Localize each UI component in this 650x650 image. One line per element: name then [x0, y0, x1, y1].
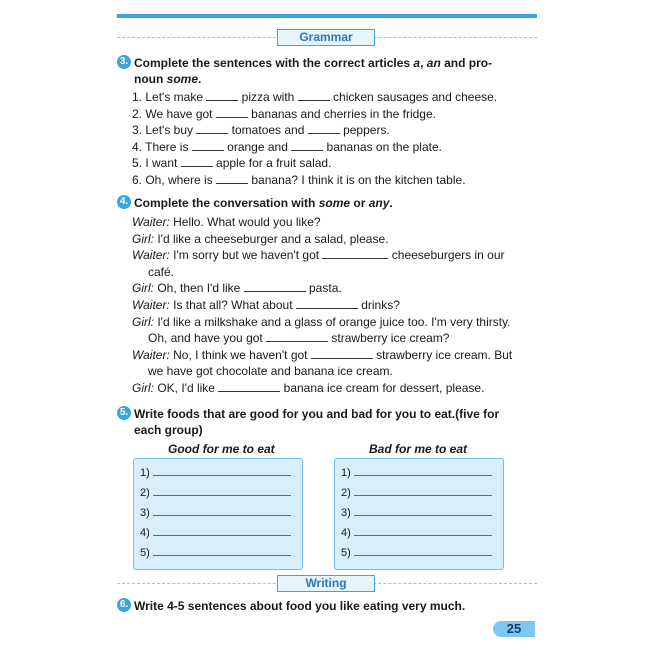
answer-blank[interactable] [216, 106, 248, 118]
exercise-6-number: 6. [117, 598, 131, 612]
answer-blank[interactable] [206, 89, 238, 101]
answer-blank[interactable] [311, 347, 373, 359]
exercise-3-number: 3. [117, 55, 131, 69]
conversation-line: Waiter: I'm sorry but we haven't got cheeseburgers in our [132, 248, 505, 263]
exercise-3-instruction: 3. Complete the sentences with the correct articles a, an and pro- noun some. [117, 55, 537, 87]
conversation-line: Girl: OK, I'd like banana ice cream for dessert, please. [132, 380, 485, 395]
answer-blank[interactable] [296, 297, 358, 309]
good-foods-box [133, 458, 303, 570]
answer-blank[interactable] [218, 380, 280, 392]
conversation-line: we have got chocolate and banana ice cream. [148, 364, 393, 379]
bad-food-entry-5[interactable]: 5) [341, 545, 492, 559]
exercise-3-sentences [132, 89, 532, 189]
page-number: 25 [493, 621, 535, 637]
exercise-4-number: 4. [117, 195, 131, 209]
answer-blank[interactable] [266, 330, 328, 342]
answer-blank[interactable] [216, 172, 248, 184]
exercise-4-instruction: 4. Complete the conversation with some or any. [117, 195, 537, 211]
bad-food-entry-4[interactable]: 4) [341, 525, 492, 539]
conversation-line: Waiter: Is that all? What about drinks? [132, 297, 400, 312]
exercise-3-sentence-1: 1. Let's make pizza with chicken sausages and cheese. [132, 90, 498, 104]
good-food-entry-5[interactable]: 5) [140, 545, 291, 559]
top-accent-bar [117, 14, 537, 18]
exercise-3-sentence-4: 4. There is orange and bananas on the plate. [132, 139, 442, 154]
bad-foods-box [334, 458, 504, 570]
answer-blank[interactable] [291, 139, 323, 151]
answer-blank[interactable] [196, 122, 228, 134]
conversation-line: Waiter: No, I think we haven't got strawberry ice cream. But [132, 347, 513, 362]
exercise-4-conversation [132, 214, 532, 397]
good-food-entry-3[interactable]: 3) [140, 505, 291, 519]
exercise-5-number: 5. [117, 406, 131, 420]
grammar-section-label: Grammar [277, 29, 375, 46]
exercise-3-sentence-2: 2. We have got bananas and cherries in the fridge. [132, 106, 436, 121]
answer-blank[interactable] [192, 139, 224, 151]
answer-blank[interactable] [298, 89, 330, 101]
bad-food-entry-1[interactable]: 1) [341, 465, 492, 479]
writing-section-label: Writing [277, 575, 375, 592]
conversation-line: Girl: Oh, then I'd like pasta. [132, 281, 342, 296]
answer-blank[interactable] [181, 155, 213, 167]
exercise-3-sentence-3: 3. Let's buy tomatoes and peppers. [132, 123, 390, 138]
conversation-line: Oh, and have you got strawberry ice cream? [148, 331, 450, 346]
conversation-line: café. [148, 264, 175, 279]
answer-blank[interactable] [322, 247, 388, 259]
bad-foods-heading: Bad for me to eat [369, 442, 468, 456]
conversation-line: Girl: I'd like a milkshake and a glass of orange juice too. I'm very thirsty. [132, 314, 511, 329]
answer-blank[interactable] [308, 122, 340, 134]
exercise-5-instruction: 5. Write foods that are good for you and bad for you to eat.(five for each group) [117, 406, 537, 438]
exercise-3-sentence-5: 5. I want apple for a fruit salad. [132, 156, 332, 171]
exercise-6-instruction: 6. Write 4-5 sentences about food you like eating very much. [117, 598, 537, 614]
bad-food-entry-3[interactable]: 3) [341, 505, 492, 519]
good-foods-heading: Good for me to eat [168, 442, 275, 456]
good-food-entry-4[interactable]: 4) [140, 525, 291, 539]
good-food-entry-1[interactable]: 1) [140, 465, 291, 479]
bad-food-entry-2[interactable]: 2) [341, 485, 492, 499]
conversation-line: Girl: I'd like a cheeseburger and a salad, please. [132, 231, 389, 246]
good-food-entry-2[interactable]: 2) [140, 485, 291, 499]
conversation-line: Waiter: Hello. What would you like? [132, 215, 321, 229]
exercise-3-sentence-6: 6. Oh, where is banana? I think it is on the kitchen table. [132, 172, 466, 187]
answer-blank[interactable] [244, 280, 306, 292]
